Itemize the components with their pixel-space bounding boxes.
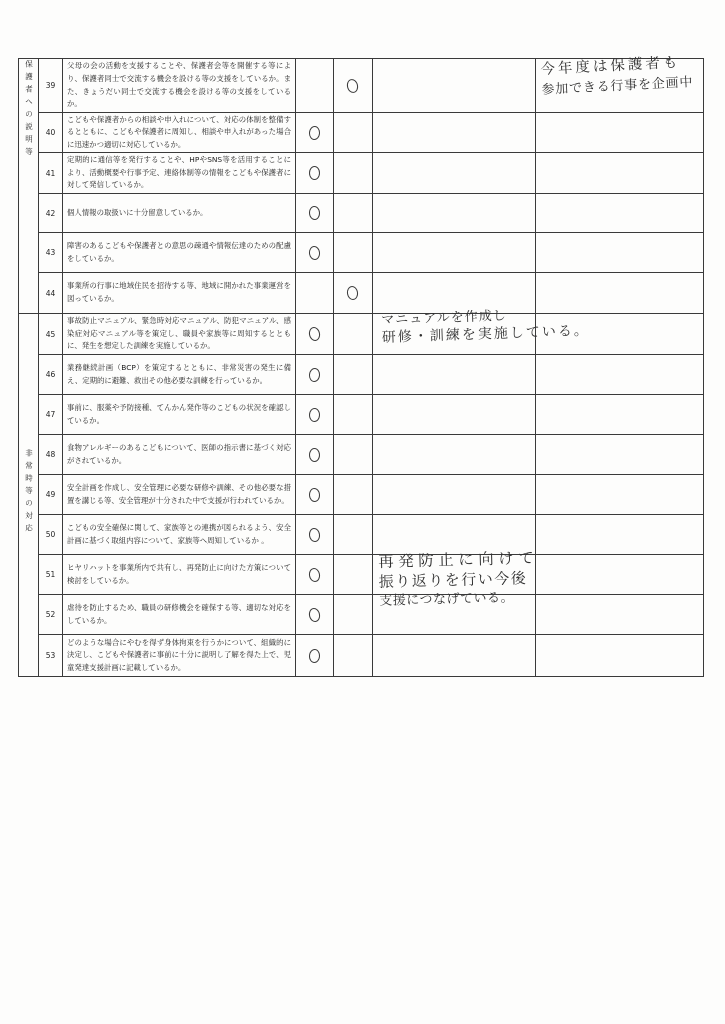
item-number: 40 [39,113,63,153]
check-mark [308,206,320,221]
answer-cell [296,395,334,435]
answer-cell [334,194,373,233]
answer-cell [296,595,334,635]
item-question [63,555,296,595]
improvement-cell [536,194,704,233]
item-number: 45 [39,314,63,355]
handwritten-note [381,305,590,347]
remarks-cell [373,153,536,194]
check-mark [346,285,359,301]
checklist-row [19,314,704,355]
answer-cell [334,59,373,113]
checklist-row [19,395,704,435]
handwritten-note-line: 再発防止に向けて [378,548,539,571]
answer-cell [334,273,373,314]
item-question [63,635,296,677]
item-number: 46 [39,355,63,395]
item-question-line: ヒヤリハットを事業所内で共有し、再発防止に向けた方策について [67,562,291,572]
item-question-line: 父母の会の活動を支援することや、保護者会等を開催する等によ [67,61,291,71]
item-question [63,515,296,555]
item-question-line: 個人情報の取扱いに十分留意しているか。 [67,207,208,217]
remarks-cell [373,635,536,677]
answer-cell [296,475,334,515]
answer-cell [334,395,373,435]
handwritten-note [378,548,540,611]
item-question-line: こどもの安全確保に関して、家族等との連携が図られるよう、安全 [67,522,291,532]
checklist-row [19,355,704,395]
answer-cell [334,153,373,194]
item-number: 52 [39,595,63,635]
improvement-cell [536,435,704,475]
check-mark [308,648,320,663]
answer-cell [296,314,334,355]
item-question-line: しているか。 [67,615,112,625]
check-mark [308,447,319,461]
check-mark [345,77,359,93]
answer-cell [296,515,334,555]
improvement-cell [536,395,704,435]
checklist-row [19,233,704,273]
improvement-cell [536,153,704,194]
item-question-line: た、きょうだい同士で交流する機会を設ける等の支援をしている [67,86,291,96]
item-question-line: 事業所の行事に地域住民を招待する等、地域に開かれた事業運営を [67,281,291,291]
item-question-line: ているか。 [67,415,104,425]
answer-cell [296,59,334,113]
item-question-line: り、保護者同士で交流する機会を設ける等の支援をしているか。ま [67,73,291,83]
item-question-line: より、活動概要や行事予定、連絡体制等の情報をこどもや保護者に [67,167,291,177]
checklist-row [19,435,704,475]
remarks-cell [373,113,536,153]
item-question-line: に迅速かつ適切に対応しているか。 [67,139,186,149]
improvement-cell [536,355,704,395]
remarks-cell [373,233,536,273]
answer-cell [334,555,373,595]
remarks-cell [373,194,536,233]
handwritten-note-line: 今年度は保護者も [540,54,681,78]
item-question-line: 定期的に通信等を発行することや、HPやSNS等を活用することに [67,155,291,165]
item-question [63,595,296,635]
answer-cell [296,555,334,595]
item-number: 50 [39,515,63,555]
item-question [63,233,296,273]
item-number: 49 [39,475,63,515]
handwritten-note-line: マニュアルを作成し [381,308,507,328]
item-number: 43 [39,233,63,273]
item-question-line: に、発生を想定した訓練を実施しているか。 [67,341,215,351]
handwritten-note-line: 振り返りを行い今後 [378,569,528,591]
answer-cell [334,233,373,273]
answer-cell [334,475,373,515]
remarks-cell [373,59,536,113]
checklist-row [19,475,704,515]
item-question-line: 事故防止マニュアル、緊急時対応マニュアル、防犯マニュアル、感 [67,316,291,326]
answer-cell [334,355,373,395]
answer-cell [296,355,334,395]
answer-cell [334,595,373,635]
checklist-row [19,635,704,677]
item-question [63,314,296,355]
item-question [63,113,296,153]
improvement-cell [536,113,704,153]
answer-cell [334,113,373,153]
item-question [63,194,296,233]
item-question-line: 虐待を防止するため、職員の研修機会を確保する等、適切な対応を [67,602,291,612]
item-question-line: 安全計画を作成し、安全管理に必要な研修や訓練、その他必要な措 [67,482,291,492]
category-cell [19,59,39,314]
answer-cell [334,435,373,475]
item-question-line: 置を講じる等、安全管理が十分された中で支援が行われているか。 [67,495,289,505]
check-mark [308,487,320,502]
item-question-line: 童発達支援計画に記載しているか。 [67,662,186,672]
check-mark [308,367,320,382]
answer-cell [296,273,334,314]
check-mark [308,125,320,140]
answer-cell [296,153,334,194]
check-mark [307,606,321,622]
item-question [63,153,296,194]
remarks-cell [373,475,536,515]
improvement-cell [536,475,704,515]
item-question-line: 事前に、服薬や予防接種、てんかん発作等のこどもの状況を確認し [67,402,291,412]
checklist-table [18,58,704,677]
item-question-line: 計画に基づく取組内容について、家族等へ周知しているか 。 [67,535,269,545]
item-number: 53 [39,635,63,677]
category-label: 非常時等の対応 [24,449,34,537]
improvement-cell [536,515,704,555]
checklist-row [19,515,704,555]
item-question [63,355,296,395]
item-number: 48 [39,435,63,475]
item-number: 39 [39,59,63,113]
item-number: 42 [39,194,63,233]
checklist-row [19,113,704,153]
item-question-line: 決定し、こどもや保護者に事前に十分に説明し了解を得た上で、児 [67,650,291,660]
improvement-cell [536,555,704,595]
handwritten-note-line: 研修・訓練を実施している。 [381,322,591,346]
item-question-line: 業務継続計画（BCP）を策定するとともに、非常災害の発生に備 [67,362,291,372]
item-question-line: がされているか。 [67,455,127,465]
improvement-cell [536,233,704,273]
item-question-line: こどもや保護者からの相談や申入れについて、対応の体制を整備す [67,114,291,124]
answer-cell [296,435,334,475]
item-number: 44 [39,273,63,314]
item-number: 51 [39,555,63,595]
answer-cell [296,635,334,677]
check-mark [308,245,320,260]
item-question-line: 対して発信しているか。 [67,180,149,190]
checklist-row [19,555,704,595]
answer-cell [334,515,373,555]
remarks-cell [373,435,536,475]
item-question-line: るとともに、こどもや保護者に周知し、相談や申入れがあった場合 [67,127,291,137]
item-question [63,475,296,515]
item-question-line: か。 [67,99,82,109]
checklist-body [19,59,704,677]
answer-cell [334,635,373,677]
check-mark [308,407,319,421]
handwritten-note-line: 参加できる行事を企画中 [541,75,694,98]
checklist-row [19,153,704,194]
item-question [63,435,296,475]
check-mark [307,326,321,342]
item-number: 41 [39,153,63,194]
answer-cell [334,314,373,355]
category-label: 保護者への説明等 [24,60,34,160]
item-question [63,273,296,314]
category-cell [19,314,39,677]
remarks-cell [373,355,536,395]
check-mark [308,527,321,542]
answer-cell [296,194,334,233]
item-question [63,59,296,113]
checklist-row [19,273,704,314]
item-number: 47 [39,395,63,435]
answer-cell [296,113,334,153]
handwritten-note [540,52,694,100]
item-question-line: 染症対応マニュアル等を策定し、職員や家族等に周知するととも [67,328,291,338]
check-mark [309,166,320,180]
improvement-cell [536,635,704,677]
check-mark [307,567,320,583]
improvement-cell [536,595,704,635]
item-question-line: え、定期的に避難、救出その他必要な訓練を行っているか。 [67,375,267,385]
item-question-line: 検討をしているか。 [67,575,134,585]
item-question-line: 食物アレルギーのあるこどもについて、医師の指示書に基づく対応 [67,442,291,452]
checklist-row [19,595,704,635]
item-question-line: どのような場合にやむを得ず身体拘束を行うかについて、組織的に [67,637,291,647]
handwritten-note-line: 支援につなげている。 [379,590,515,609]
item-question-line: 図っているか。 [67,294,119,303]
remarks-cell [373,395,536,435]
answer-cell [296,233,334,273]
item-question-line: をしているか。 [67,253,119,263]
checklist-row [19,194,704,233]
item-question-line: 障害のあるこどもや保護者との意思の疎通や情報伝達のための配慮 [67,240,291,250]
item-question [63,395,296,435]
